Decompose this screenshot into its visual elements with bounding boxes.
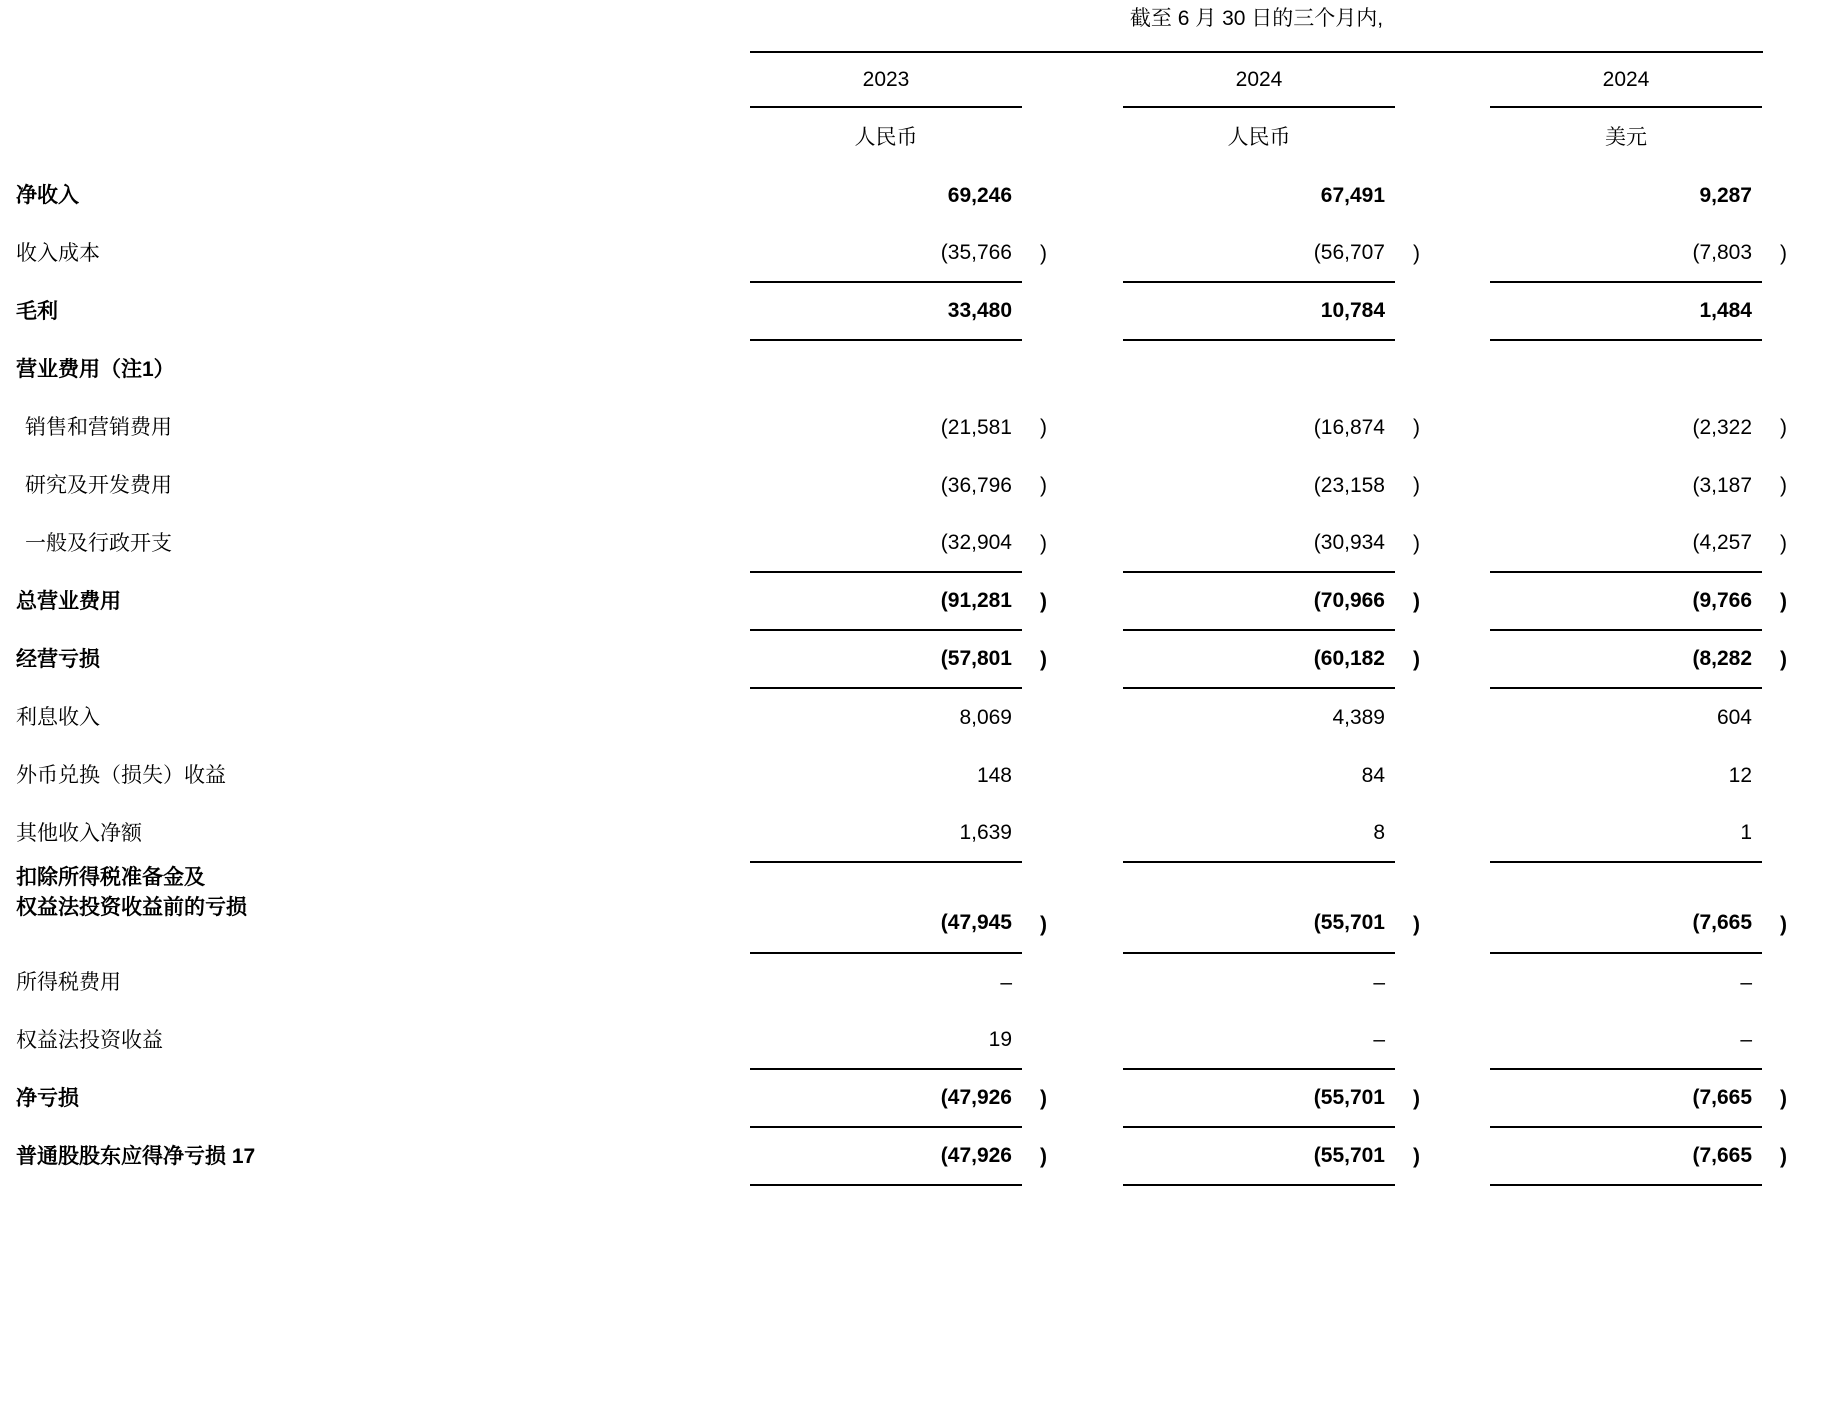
value-2024-rmb: (55,701 [1123, 863, 1395, 954]
value-2023-rmb: (57,801 [750, 631, 1022, 689]
value-2024-usd: (7,665 [1490, 1070, 1762, 1128]
paren: ) [1413, 532, 1420, 555]
row-label: 普通股股东应得净亏损 17 [16, 1145, 256, 1168]
paren: ) [1780, 913, 1787, 936]
currency-2023: 人民币 [854, 125, 918, 149]
year-header-row [0, 53, 1844, 108]
paren: ) [1780, 1087, 1787, 1110]
year-header-spacer [0, 53, 750, 108]
value-2023-rmb: (36,796 [940, 474, 1012, 497]
value-2024-rmb: – [1123, 1012, 1395, 1070]
value-2024-rmb: (70,966 [1123, 573, 1395, 631]
value-2024-rmb [1123, 341, 1395, 399]
value-2023-rmb: 33,480 [750, 283, 1022, 341]
value-2023-rmb: (35,766 [750, 225, 1022, 283]
value-2023-rmb: (21,581 [940, 416, 1012, 439]
value-2024-usd: (7,665 [1490, 1128, 1762, 1186]
value-2024-usd: (2,322 [1692, 416, 1752, 439]
table-row-interest-income [0, 689, 1844, 747]
period-header: 截至 6 月 30 日的三个月内, [750, 0, 1763, 53]
row-label: 权益法投资收益 [16, 1029, 163, 1052]
value-2024-usd: (7,665 [1490, 863, 1762, 954]
row-label [0, 863, 750, 954]
paren: ) [1040, 416, 1047, 439]
year-2024-rmb: 2024 [1123, 53, 1395, 108]
row-label: 研究及开发费用 [25, 474, 172, 497]
paren: ) [1040, 590, 1047, 613]
value-2024-rmb: 84 [1361, 764, 1385, 787]
row-label: 外币兑换（损失）收益 [16, 764, 226, 787]
paren: ) [1413, 474, 1420, 497]
value-2024-rmb: (60,182 [1123, 631, 1395, 689]
paren [1762, 167, 1844, 225]
row-label-line1: 扣除所得税准备金及 [16, 866, 205, 889]
paren: ) [1413, 913, 1420, 936]
value-2024-rmb: 4,389 [1332, 706, 1385, 729]
paren: ) [1780, 590, 1787, 613]
value-2024-usd [1490, 341, 1762, 399]
row-label: 收入成本 [16, 242, 100, 265]
paren: ) [1413, 590, 1420, 613]
paren: ) [1040, 1145, 1047, 1168]
table-row-income-tax-expense [0, 954, 1844, 1012]
row-label-line2: 权益法投资收益前的亏损 [16, 896, 247, 919]
paren: ) [1413, 242, 1420, 265]
table-row-net-loss-to-ordinary-shareholders [0, 1128, 1844, 1186]
paren: ) [1413, 648, 1420, 671]
table-row-operating-expenses-header [0, 341, 1844, 399]
table-row-net-loss [0, 1070, 1844, 1128]
table-row-research-development [0, 457, 1844, 515]
year-2023: 2023 [750, 53, 1022, 108]
value-2023-rmb: (91,281 [750, 573, 1022, 631]
paren: ) [1780, 648, 1787, 671]
table-row-net-revenues [0, 167, 1844, 225]
row-label: 净收入 [16, 184, 79, 207]
value-2023-rmb: (47,926 [750, 1070, 1022, 1128]
value-2023-rmb: (47,926 [750, 1128, 1022, 1186]
value-2024-usd: 1 [1490, 805, 1762, 863]
table-row-loss-before-tax [0, 863, 1844, 954]
table-row-cost-of-revenues [0, 225, 1844, 283]
row-label: 其他收入净额 [16, 822, 142, 845]
value-2024-usd: 1,484 [1490, 283, 1762, 341]
period-header-row [0, 0, 1844, 53]
paren: ) [1040, 913, 1047, 936]
paren: ) [1780, 416, 1787, 439]
paren: ) [1413, 416, 1420, 439]
paren: ) [1040, 648, 1047, 671]
value-2023-rmb: 1,639 [750, 805, 1022, 863]
value-2024-usd: (3,187 [1692, 474, 1752, 497]
paren: ) [1780, 532, 1787, 555]
table-row-gross-profit [0, 283, 1844, 341]
paren: ) [1040, 1087, 1047, 1110]
currency-2024-usd: 美元 [1605, 125, 1647, 149]
paren: ) [1780, 242, 1787, 265]
row-label: 净亏损 [16, 1087, 79, 1110]
table-row-other-income-net [0, 805, 1844, 863]
value-2024-usd: 9,287 [1699, 184, 1752, 207]
value-2024-rmb: (23,158 [1313, 474, 1385, 497]
value-2023-rmb: 148 [976, 764, 1012, 787]
value-2024-rmb: (56,707 [1123, 225, 1395, 283]
paren: ) [1780, 474, 1787, 497]
paren [1395, 283, 1490, 341]
table-row-selling-marketing [0, 399, 1844, 457]
table-row-total-operating-expenses [0, 573, 1844, 631]
row-label: 经营亏损 [16, 648, 100, 671]
row-label: 毛利 [16, 300, 58, 323]
paren [1022, 283, 1123, 341]
value-2024-usd: (8,282 [1490, 631, 1762, 689]
value-2024-rmb: 67,491 [1320, 184, 1385, 207]
value-2023-rmb: 69,246 [947, 184, 1012, 207]
value-2023-rmb [750, 341, 1022, 399]
value-2024-rmb: (55,701 [1123, 1128, 1395, 1186]
value-2023-rmb: – [1000, 971, 1012, 994]
row-label: 一般及行政开支 [25, 532, 172, 555]
year-2024-usd: 2024 [1490, 53, 1762, 108]
value-2024-usd: – [1490, 1012, 1762, 1070]
paren: ) [1780, 1145, 1787, 1168]
table-row-foreign-exchange [0, 747, 1844, 805]
table-row-operating-loss [0, 631, 1844, 689]
paren [1022, 167, 1123, 225]
value-2024-usd: (9,766 [1490, 573, 1762, 631]
value-2024-usd: – [1740, 971, 1752, 994]
paren: ) [1413, 1087, 1420, 1110]
paren [1762, 283, 1844, 341]
row-label: 营业费用（注1） [16, 358, 175, 381]
value-2024-rmb: (30,934 [1123, 515, 1395, 573]
value-2024-usd: (7,803 [1490, 225, 1762, 283]
value-2023-rmb: (32,904 [750, 515, 1022, 573]
paren: ) [1040, 532, 1047, 555]
row-label: 销售和营销费用 [25, 416, 172, 439]
value-2024-usd: 604 [1716, 706, 1752, 729]
paren: ) [1040, 474, 1047, 497]
value-2024-rmb: 10,784 [1123, 283, 1395, 341]
paren: ) [1413, 1145, 1420, 1168]
value-2023-rmb: 8,069 [959, 706, 1012, 729]
currency-header-row [0, 108, 1844, 167]
currency-2024-rmb: 人民币 [1227, 125, 1291, 149]
value-2023-rmb: (47,945 [750, 863, 1022, 954]
value-2024-rmb: – [1373, 971, 1385, 994]
row-label: 所得税费用 [16, 971, 121, 994]
value-2024-rmb: (16,874 [1313, 416, 1385, 439]
paren: ) [1040, 242, 1047, 265]
value-2024-usd: 12 [1728, 764, 1752, 787]
table-row-general-administrative [0, 515, 1844, 573]
table-row-equity-method-income [0, 1012, 1844, 1070]
value-2024-rmb: (55,701 [1123, 1070, 1395, 1128]
value-2024-usd: (4,257 [1490, 515, 1762, 573]
row-label: 利息收入 [16, 706, 100, 729]
value-2023-rmb: 19 [750, 1012, 1022, 1070]
row-label: 总营业费用 [16, 590, 121, 613]
value-2024-rmb: 8 [1123, 805, 1395, 863]
paren [1395, 167, 1490, 225]
